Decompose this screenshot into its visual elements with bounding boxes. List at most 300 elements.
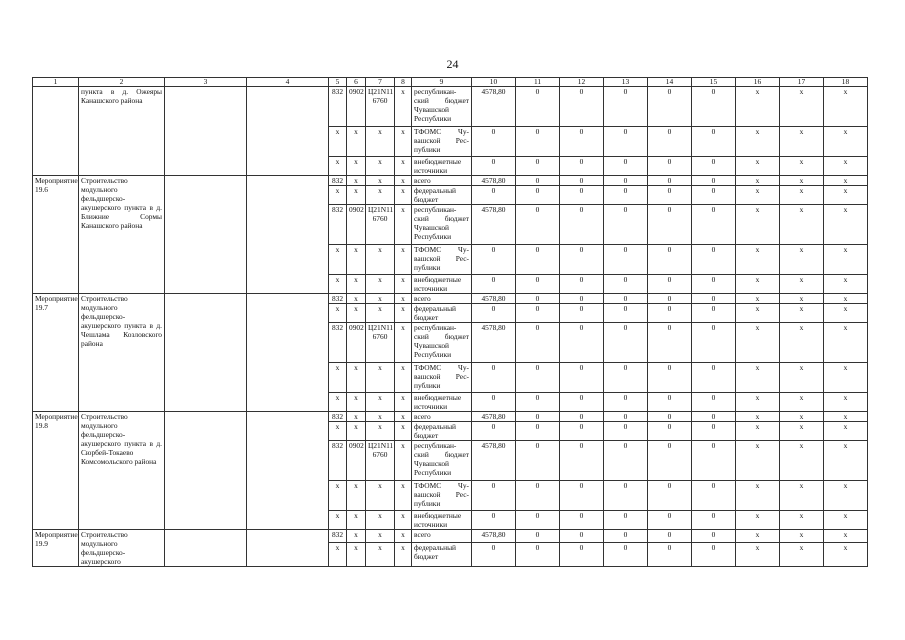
value-cell: 0 — [472, 275, 516, 294]
expense-group-code: x — [395, 393, 412, 412]
value-cell: x — [824, 393, 868, 412]
column-number: 10 — [472, 78, 516, 87]
expense-group-code: x — [395, 127, 412, 157]
funding-source: федеральный бюджет — [412, 422, 472, 441]
value-cell: 0 — [560, 275, 604, 294]
value-cell: 0 — [560, 441, 604, 481]
value-cell: x — [780, 245, 824, 275]
responsible-cell — [165, 412, 247, 530]
expense-group-code: x — [395, 275, 412, 294]
value-cell: 0 — [648, 186, 692, 205]
value-cell: 0 — [472, 481, 516, 511]
value-cell: 0 — [516, 323, 560, 363]
value-cell: 0 — [560, 542, 604, 566]
column-number: 18 — [824, 78, 868, 87]
funding-source: всего — [412, 412, 472, 422]
grbs-code: 832 — [329, 530, 347, 543]
value-cell: 0 — [604, 205, 648, 245]
value-cell: 0 — [516, 304, 560, 323]
value-cell: x — [780, 542, 824, 566]
value-cell: x — [736, 323, 780, 363]
value-cell: 0 — [692, 393, 736, 412]
value-cell: x — [736, 176, 780, 186]
value-cell: 4578,80 — [472, 294, 516, 304]
expense-group-code: x — [395, 323, 412, 363]
target-article-code: x — [366, 481, 395, 511]
value-cell: 0 — [472, 157, 516, 176]
value-cell: x — [780, 275, 824, 294]
section-code: x — [347, 127, 366, 157]
measure-name: Строительство модульного фельдшерско-акушерского пункта в д. Ближние Сормы Канашского района — [79, 176, 165, 294]
expense-group-code: x — [395, 245, 412, 275]
section-code: 0902 — [347, 87, 366, 127]
measure-label: Мероприятие 19.8 — [33, 412, 79, 530]
expense-group-code: x — [395, 304, 412, 323]
expense-group-code: x — [395, 441, 412, 481]
value-cell: x — [824, 530, 868, 543]
column-number: 11 — [516, 78, 560, 87]
section-code: x — [347, 157, 366, 176]
measure-label: Мероприятие 19.6 — [33, 176, 79, 294]
value-cell: 0 — [604, 304, 648, 323]
funding-source: всего — [412, 530, 472, 543]
value-cell: 0 — [692, 422, 736, 441]
value-cell: 0 — [516, 294, 560, 304]
value-cell: 0 — [604, 363, 648, 393]
value-cell: 0 — [692, 530, 736, 543]
value-cell: 0 — [604, 127, 648, 157]
value-cell: 0 — [560, 245, 604, 275]
table-body — [33, 78, 868, 567]
expense-group-code: x — [395, 157, 412, 176]
section-code: x — [347, 294, 366, 304]
funding-source: всего — [412, 176, 472, 186]
funding-source: ТФОМС Чу-вашской Рес-публики — [412, 363, 472, 393]
value-cell: 0 — [648, 481, 692, 511]
value-cell: x — [824, 363, 868, 393]
value-cell: x — [824, 304, 868, 323]
value-cell: 0 — [516, 511, 560, 530]
value-cell: 0 — [516, 186, 560, 205]
table-row — [33, 176, 868, 186]
section-code: x — [347, 530, 366, 543]
value-cell: x — [780, 323, 824, 363]
value-cell: x — [736, 363, 780, 393]
value-cell: 0 — [604, 157, 648, 176]
value-cell: 0 — [604, 422, 648, 441]
value-cell: 4578,80 — [472, 176, 516, 186]
value-cell: x — [780, 176, 824, 186]
grbs-code: x — [329, 422, 347, 441]
section-code: x — [347, 542, 366, 566]
value-cell: 0 — [560, 511, 604, 530]
value-cell: 0 — [560, 481, 604, 511]
value-cell: x — [736, 422, 780, 441]
coexecutor-cell — [247, 530, 329, 567]
value-cell: 0 — [472, 393, 516, 412]
value-cell: 0 — [516, 87, 560, 127]
value-cell: 4578,80 — [472, 441, 516, 481]
grbs-code: x — [329, 542, 347, 566]
value-cell: 0 — [604, 294, 648, 304]
section-code: 0902 — [347, 441, 366, 481]
value-cell: 4578,80 — [472, 87, 516, 127]
funding-source: республикан-ский бюджет Чувашской Республики — [412, 205, 472, 245]
value-cell: 0 — [692, 412, 736, 422]
value-cell: 0 — [604, 275, 648, 294]
value-cell: 0 — [692, 323, 736, 363]
value-cell: 0 — [648, 511, 692, 530]
value-cell: 0 — [692, 294, 736, 304]
value-cell: 0 — [560, 186, 604, 205]
column-number: 16 — [736, 78, 780, 87]
value-cell: x — [780, 127, 824, 157]
value-cell: 0 — [692, 186, 736, 205]
value-cell: x — [736, 304, 780, 323]
grbs-code: x — [329, 481, 347, 511]
section-code: x — [347, 412, 366, 422]
value-cell: 0 — [648, 294, 692, 304]
target-article-code: x — [366, 542, 395, 566]
funding-source: федеральный бюджет — [412, 542, 472, 566]
value-cell: 0 — [648, 304, 692, 323]
target-article-code: x — [366, 511, 395, 530]
measure-name: Строительство модульного фельдшерско-акушерского пункта в д. Сюрбей-Токаево Комсомольского района — [79, 412, 165, 530]
value-cell: x — [824, 294, 868, 304]
value-cell: x — [780, 441, 824, 481]
target-article-code: x — [366, 294, 395, 304]
column-number: 7 — [366, 78, 395, 87]
column-number: 4 — [247, 78, 329, 87]
value-cell: 0 — [516, 542, 560, 566]
value-cell: 0 — [516, 245, 560, 275]
section-code: 0902 — [347, 323, 366, 363]
value-cell: 0 — [516, 422, 560, 441]
value-cell: 4578,80 — [472, 323, 516, 363]
funding-source: внебюджетные источники — [412, 393, 472, 412]
measure-name: пункта в д. Ожеяры Канашского района — [79, 87, 165, 176]
value-cell: 0 — [472, 542, 516, 566]
value-cell: x — [824, 441, 868, 481]
grbs-code: x — [329, 304, 347, 323]
value-cell: 0 — [516, 275, 560, 294]
value-cell: x — [824, 275, 868, 294]
target-article-code: x — [366, 245, 395, 275]
page-number: 24 — [446, 57, 459, 71]
target-article-code: Ц21N11 6760 — [366, 87, 395, 127]
value-cell: 0 — [516, 530, 560, 543]
value-cell: x — [780, 481, 824, 511]
value-cell: x — [780, 304, 824, 323]
funding-source: ТФОМС Чу-вашской Рес-публики — [412, 481, 472, 511]
value-cell: x — [736, 275, 780, 294]
value-cell: 0 — [560, 393, 604, 412]
value-cell: x — [824, 422, 868, 441]
value-cell: 4578,80 — [472, 205, 516, 245]
value-cell: x — [824, 127, 868, 157]
expense-group-code: x — [395, 481, 412, 511]
grbs-code: x — [329, 275, 347, 294]
value-cell: x — [824, 481, 868, 511]
expense-group-code: x — [395, 363, 412, 393]
value-cell: 0 — [472, 245, 516, 275]
program-table — [32, 77, 868, 567]
value-cell: 0 — [648, 323, 692, 363]
section-code: x — [347, 422, 366, 441]
value-cell: x — [780, 530, 824, 543]
funding-source: внебюджетные источники — [412, 511, 472, 530]
funding-source: всего — [412, 294, 472, 304]
column-number: 5 — [329, 78, 347, 87]
value-cell: 0 — [692, 127, 736, 157]
target-article-code: x — [366, 393, 395, 412]
column-number-row — [33, 78, 868, 87]
value-cell: 0 — [692, 245, 736, 275]
funding-source: внебюджетные источники — [412, 157, 472, 176]
measure-label: Мероприятие 19.7 — [33, 294, 79, 412]
value-cell: 0 — [692, 87, 736, 127]
value-cell: 0 — [604, 323, 648, 363]
value-cell: x — [824, 412, 868, 422]
value-cell: 0 — [648, 275, 692, 294]
measure-label — [33, 87, 79, 176]
value-cell: 0 — [648, 245, 692, 275]
target-article-code: x — [366, 176, 395, 186]
coexecutor-cell — [247, 87, 329, 176]
value-cell: x — [780, 363, 824, 393]
value-cell: x — [736, 530, 780, 543]
target-article-code: Ц21N11 6760 — [366, 205, 395, 245]
value-cell: x — [824, 323, 868, 363]
value-cell: x — [780, 205, 824, 245]
value-cell: 0 — [648, 87, 692, 127]
value-cell: x — [780, 294, 824, 304]
section-code: x — [347, 245, 366, 275]
value-cell: 0 — [560, 205, 604, 245]
section-code: x — [347, 393, 366, 412]
target-article-code: x — [366, 186, 395, 205]
value-cell: 0 — [692, 511, 736, 530]
value-cell: 0 — [560, 304, 604, 323]
value-cell: x — [736, 157, 780, 176]
column-number: 9 — [412, 78, 472, 87]
value-cell: x — [736, 87, 780, 127]
value-cell: 0 — [692, 542, 736, 566]
value-cell: 0 — [692, 363, 736, 393]
table-row — [33, 87, 868, 127]
value-cell: 0 — [648, 127, 692, 157]
column-number: 13 — [604, 78, 648, 87]
value-cell: 0 — [648, 530, 692, 543]
grbs-code: 832 — [329, 176, 347, 186]
value-cell: 0 — [692, 205, 736, 245]
value-cell: x — [736, 186, 780, 205]
coexecutor-cell — [247, 294, 329, 412]
grbs-code: 832 — [329, 441, 347, 481]
value-cell: 0 — [604, 542, 648, 566]
value-cell: 4578,80 — [472, 530, 516, 543]
value-cell: 0 — [516, 393, 560, 412]
value-cell: 0 — [648, 412, 692, 422]
value-cell: 0 — [472, 422, 516, 441]
coexecutor-cell — [247, 412, 329, 530]
value-cell: x — [736, 412, 780, 422]
responsible-cell — [165, 87, 247, 176]
target-article-code: x — [366, 157, 395, 176]
measure-label: Мероприятие 19.9 — [33, 530, 79, 567]
table-row — [33, 530, 868, 543]
table-row — [33, 294, 868, 304]
value-cell: 0 — [516, 363, 560, 393]
funding-source: ТФОМС Чу-вашской Рес-публики — [412, 245, 472, 275]
value-cell: 0 — [516, 481, 560, 511]
value-cell: 0 — [604, 87, 648, 127]
grbs-code: x — [329, 157, 347, 176]
value-cell: x — [824, 205, 868, 245]
target-article-code: x — [366, 275, 395, 294]
value-cell: 0 — [516, 157, 560, 176]
target-article-code: x — [366, 422, 395, 441]
value-cell: 0 — [516, 205, 560, 245]
target-article-code: x — [366, 127, 395, 157]
expense-group-code: x — [395, 422, 412, 441]
column-number: 6 — [347, 78, 366, 87]
grbs-code: x — [329, 245, 347, 275]
value-cell: 0 — [692, 176, 736, 186]
value-cell: 0 — [604, 530, 648, 543]
column-number: 14 — [648, 78, 692, 87]
value-cell: 0 — [560, 157, 604, 176]
value-cell: 0 — [648, 422, 692, 441]
value-cell: x — [780, 186, 824, 205]
value-cell: 0 — [560, 176, 604, 186]
value-cell: x — [736, 127, 780, 157]
column-number: 8 — [395, 78, 412, 87]
section-code: x — [347, 304, 366, 323]
expense-group-code: x — [395, 542, 412, 566]
grbs-code: x — [329, 511, 347, 530]
value-cell: 0 — [560, 530, 604, 543]
value-cell: 0 — [472, 186, 516, 205]
value-cell: x — [824, 542, 868, 566]
responsible-cell — [165, 294, 247, 412]
target-article-code: x — [366, 363, 395, 393]
value-cell: 0 — [560, 412, 604, 422]
value-cell: x — [780, 87, 824, 127]
value-cell: 0 — [604, 412, 648, 422]
measure-name: Строительство модульного фельдшерско-акушерского пункта в д. Чешлама Козловского района — [79, 294, 165, 412]
column-number: 3 — [165, 78, 247, 87]
value-cell: 0 — [648, 176, 692, 186]
grbs-code: 832 — [329, 323, 347, 363]
grbs-code: x — [329, 393, 347, 412]
value-cell: x — [824, 176, 868, 186]
grbs-code: 832 — [329, 412, 347, 422]
section-code: x — [347, 275, 366, 294]
value-cell: 0 — [560, 363, 604, 393]
value-cell: 0 — [604, 441, 648, 481]
responsible-cell — [165, 530, 247, 567]
value-cell: x — [824, 245, 868, 275]
funding-source: федеральный бюджет — [412, 186, 472, 205]
funding-source: республикан-ский бюджет Чувашской Республики — [412, 441, 472, 481]
value-cell: 0 — [604, 511, 648, 530]
value-cell: 0 — [560, 323, 604, 363]
value-cell: x — [736, 393, 780, 412]
value-cell: x — [736, 441, 780, 481]
value-cell: 0 — [604, 245, 648, 275]
value-cell: x — [824, 87, 868, 127]
section-code: 0902 — [347, 205, 366, 245]
funding-source: федеральный бюджет — [412, 304, 472, 323]
value-cell: x — [780, 157, 824, 176]
value-cell: x — [780, 393, 824, 412]
value-cell: x — [824, 157, 868, 176]
target-article-code: x — [366, 412, 395, 422]
column-number: 2 — [79, 78, 165, 87]
expense-group-code: x — [395, 205, 412, 245]
value-cell: 0 — [516, 127, 560, 157]
value-cell: x — [736, 294, 780, 304]
value-cell: 0 — [604, 186, 648, 205]
expense-group-code: x — [395, 412, 412, 422]
value-cell: x — [780, 422, 824, 441]
section-code: x — [347, 186, 366, 205]
value-cell: x — [780, 412, 824, 422]
value-cell: 0 — [648, 393, 692, 412]
value-cell: x — [824, 186, 868, 205]
grbs-code: 832 — [329, 87, 347, 127]
section-code: x — [347, 481, 366, 511]
value-cell: 0 — [692, 157, 736, 176]
value-cell: 0 — [516, 176, 560, 186]
value-cell: 0 — [648, 157, 692, 176]
grbs-code: x — [329, 186, 347, 205]
funding-source: республикан-ский бюджет Чувашской Республики — [412, 323, 472, 363]
value-cell: 0 — [648, 441, 692, 481]
responsible-cell — [165, 176, 247, 294]
value-cell: x — [780, 511, 824, 530]
expense-group-code: x — [395, 530, 412, 543]
target-article-code: Ц21N11 6760 — [366, 323, 395, 363]
value-cell: x — [736, 542, 780, 566]
value-cell: 0 — [692, 481, 736, 511]
expense-group-code: x — [395, 176, 412, 186]
target-article-code: x — [366, 304, 395, 323]
value-cell: 0 — [692, 304, 736, 323]
value-cell: x — [736, 205, 780, 245]
value-cell: 0 — [648, 542, 692, 566]
value-cell: 0 — [560, 87, 604, 127]
value-cell: 0 — [604, 393, 648, 412]
value-cell: 0 — [692, 441, 736, 481]
value-cell: 0 — [472, 304, 516, 323]
funding-source: ТФОМС Чу-вашской Рес-публики — [412, 127, 472, 157]
table-row — [33, 412, 868, 422]
value-cell: 0 — [604, 481, 648, 511]
funding-source: внебюджетные источники — [412, 275, 472, 294]
value-cell: 0 — [648, 363, 692, 393]
value-cell: 0 — [472, 363, 516, 393]
value-cell: 0 — [560, 422, 604, 441]
value-cell: 0 — [472, 127, 516, 157]
measure-name: Строительство модульного фельдшерско-акушерского — [79, 530, 165, 567]
grbs-code: 832 — [329, 294, 347, 304]
expense-group-code: x — [395, 186, 412, 205]
value-cell: 0 — [472, 511, 516, 530]
expense-group-code: x — [395, 294, 412, 304]
value-cell: x — [736, 245, 780, 275]
